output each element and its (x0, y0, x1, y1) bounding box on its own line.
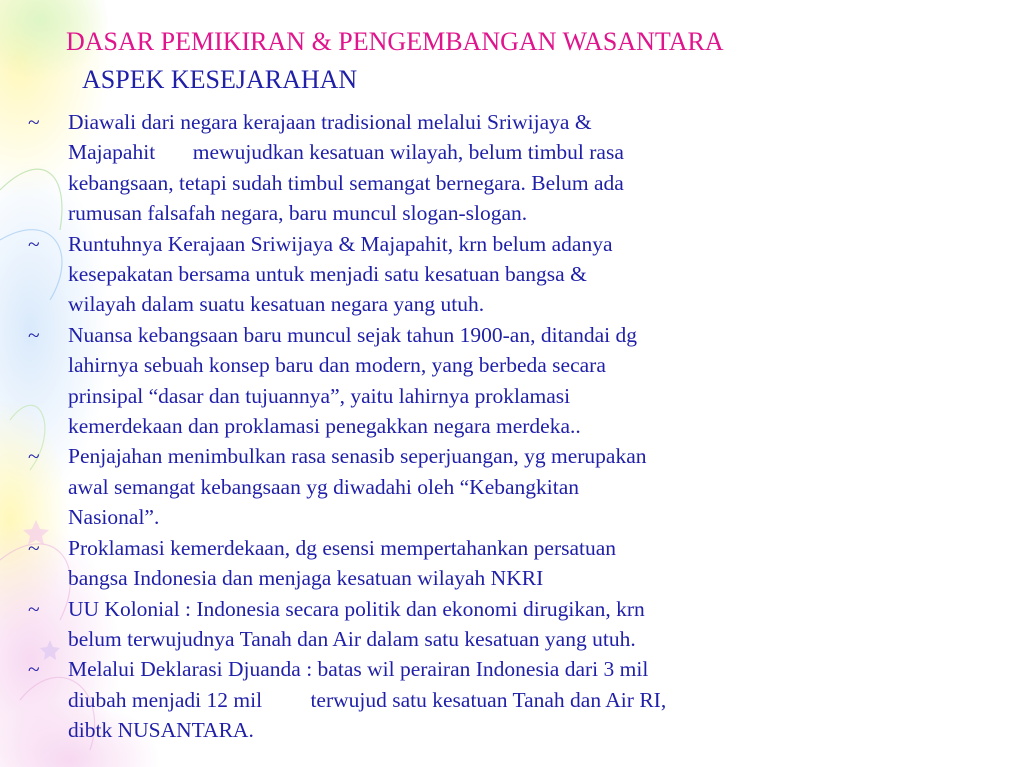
text-line: awal semangat kebangsaan yg diwadahi oleh “Kebangkitan (68, 474, 580, 499)
text-line: Diawali dari negara kerajaan tradisional melalui Sriwijaya & (68, 110, 592, 134)
tilde-bullet-icon: ~ (28, 657, 40, 682)
text-line: kebangsaan, tetapi sudah timbul semangat bernegara. Belum ada (68, 170, 624, 195)
bullet-text (68, 441, 666, 532)
slide-title: DASAR PEMIKIRAN & PENGEMBANGAN WASANTARA (66, 27, 724, 56)
text-line: kemerdekaan dan proklamasi penegakkan negara merdeka.. (68, 414, 581, 439)
tilde-bullet-icon: ~ (28, 596, 40, 621)
text-line: Runtuhnya Kerajaan Sriwijaya & Majapahit, krn belum adanya (68, 231, 613, 256)
list-item (28, 320, 666, 442)
list-item (28, 533, 666, 594)
tilde-bullet-icon: ~ (28, 535, 40, 560)
slide-subtitle: ASPEK KESEJARAHAN (82, 65, 358, 94)
bullet-text (68, 594, 666, 655)
text-line: rumusan falsafah negara, baru muncul slogan-slogan. (68, 201, 528, 226)
text-line: wilayah dalam suatu kesatuan negara yang utuh. (68, 292, 485, 317)
text-line: belum terwujudnya Tanah dan Air dalam satu kesatuan yang utuh. (68, 626, 636, 651)
bullet-text (68, 320, 666, 442)
bullet-list (28, 107, 666, 746)
list-item (28, 107, 666, 229)
text-line: dibtk NUSANTARA. (68, 718, 254, 743)
bullet-text (68, 229, 666, 320)
bullet-text (68, 107, 666, 229)
text-line: Nuansa kebangsaan baru muncul sejak tahun 1900-an, ditandai dg (68, 322, 637, 347)
text-line: Melalui Deklarasi Djuanda : batas wil perairan Indonesia dari 3 mil (68, 657, 649, 682)
text-line: Majapahit mewujudkan kesatuan wilayah, belum timbul rasa (68, 140, 624, 165)
tilde-bullet-icon: ~ (28, 231, 40, 256)
text-line: Penjajahan menimbulkan rasa senasib seperjuangan, yg merupakan (68, 444, 647, 469)
list-item (28, 594, 666, 655)
text-line: bangsa Indonesia dan menjaga kesatuan wilayah NKRI (68, 566, 544, 591)
text-line: diubah menjadi 12 mil terwujud satu kesatuan Tanah dan Air RI, (68, 687, 667, 712)
text-line: lahirnya sebuah konsep baru dan modern, yang berbeda secara (68, 353, 606, 378)
text-line: kesepakatan bersama untuk menjadi satu kesatuan bangsa & (68, 262, 587, 287)
text-line: prinsipal “dasar dan tujuannya”, yaitu lahirnya proklamasi (68, 383, 571, 408)
text-line: UU Kolonial : Indonesia secara politik dan ekonomi dirugikan, krn (68, 596, 645, 621)
tilde-bullet-icon: ~ (28, 444, 40, 469)
tilde-bullet-icon: ~ (28, 110, 40, 134)
bullet-text (68, 654, 666, 745)
text-line: Nasional”. (68, 505, 160, 530)
list-item (28, 441, 666, 532)
text-line: Proklamasi kemerdekaan, dg esensi mempertahankan persatuan (68, 535, 617, 560)
list-item (28, 654, 666, 745)
list-item (28, 229, 666, 320)
tilde-bullet-icon: ~ (28, 322, 40, 347)
bullet-text (68, 533, 666, 594)
